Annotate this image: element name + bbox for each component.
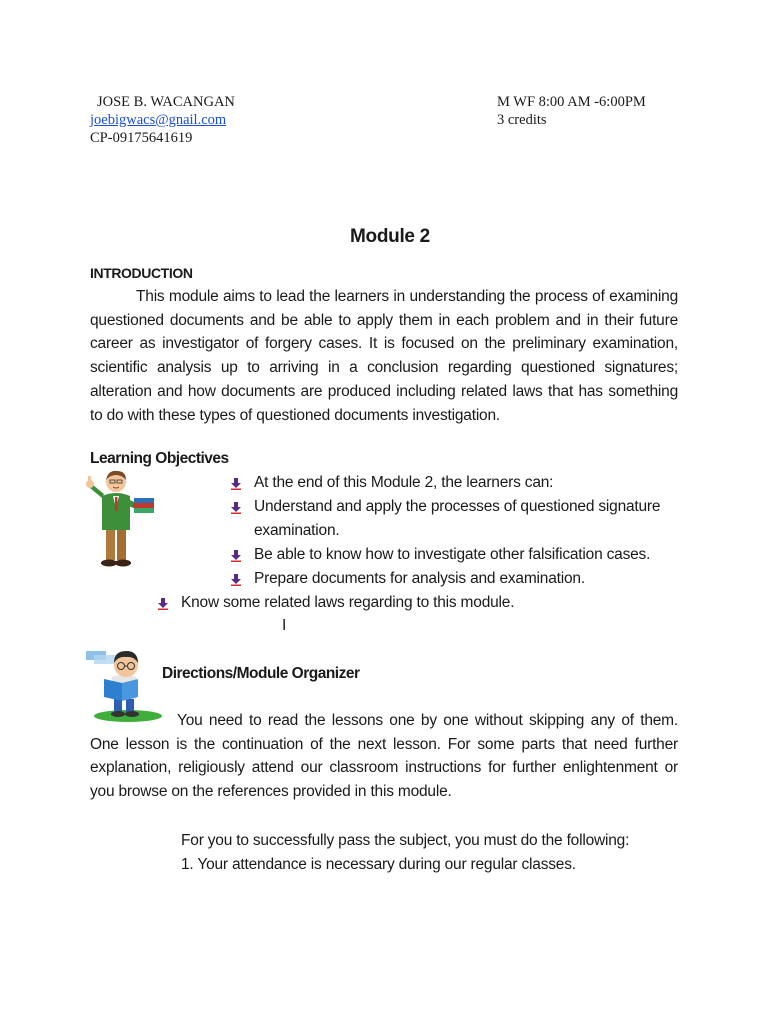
objective-item: Understand and apply the processes of questioned signature — [254, 498, 661, 515]
down-arrow-bullet-icon — [230, 574, 242, 586]
directions-paragraph: You need to read the lessons one by one without skipping any of them. One lesson is the continuation of the next lesson. For some parts that need further explanation, religiously attend our classroom instructions for further enlightenment or you browse on the references provided in this module. — [90, 712, 678, 801]
class-schedule: M WF 8:00 AM -6:00PM — [497, 94, 646, 110]
instructor-name: JOSE B. WACANGAN — [97, 94, 235, 110]
teacher-illustration — [84, 466, 160, 568]
instructor-email-link[interactable]: joebigwacs@gnail.com — [90, 112, 227, 128]
requirement-step: 1. Your attendance is necessary during our regular classes. — [181, 856, 576, 873]
introduction-heading: INTRODUCTION — [90, 265, 193, 281]
objectives-heading: Learning Objectives — [90, 450, 229, 467]
page-title: Module 2 — [350, 226, 430, 247]
objective-item: Be able to know how to investigate other falsification cases. — [254, 546, 651, 563]
stray-text-mark: I — [282, 617, 287, 634]
pass-requirements-intro: For you to successfully pass the subject, you must do the following: — [181, 832, 630, 849]
instructor-phone: CP-09175641619 — [90, 130, 193, 146]
down-arrow-bullet-icon — [230, 478, 242, 490]
objective-item: Know some related laws regarding to this module. — [181, 594, 515, 611]
down-arrow-bullet-icon — [230, 502, 242, 514]
objective-item-continuation: examination. — [254, 522, 340, 539]
objective-item: At the end of this Module 2, the learners can: — [254, 474, 554, 491]
objective-item: Prepare documents for analysis and examination. — [254, 570, 585, 587]
directions-heading: Directions/Module Organizer — [162, 665, 360, 682]
introduction-paragraph: This module aims to lead the learners in understanding the process of examining questioned documents and be able to apply them in each problem and in their future career as investigator of forgery cases. It is focused on the preliminary examination, scientific analysis up to arriving in a conclusion regarding questioned signatures; alteration and how documents are produced including related laws that has something to do with these types of questioned documents investigation. — [90, 288, 678, 424]
course-credits: 3 credits — [497, 112, 547, 128]
down-arrow-bullet-icon — [157, 598, 169, 610]
down-arrow-bullet-icon — [230, 550, 242, 562]
